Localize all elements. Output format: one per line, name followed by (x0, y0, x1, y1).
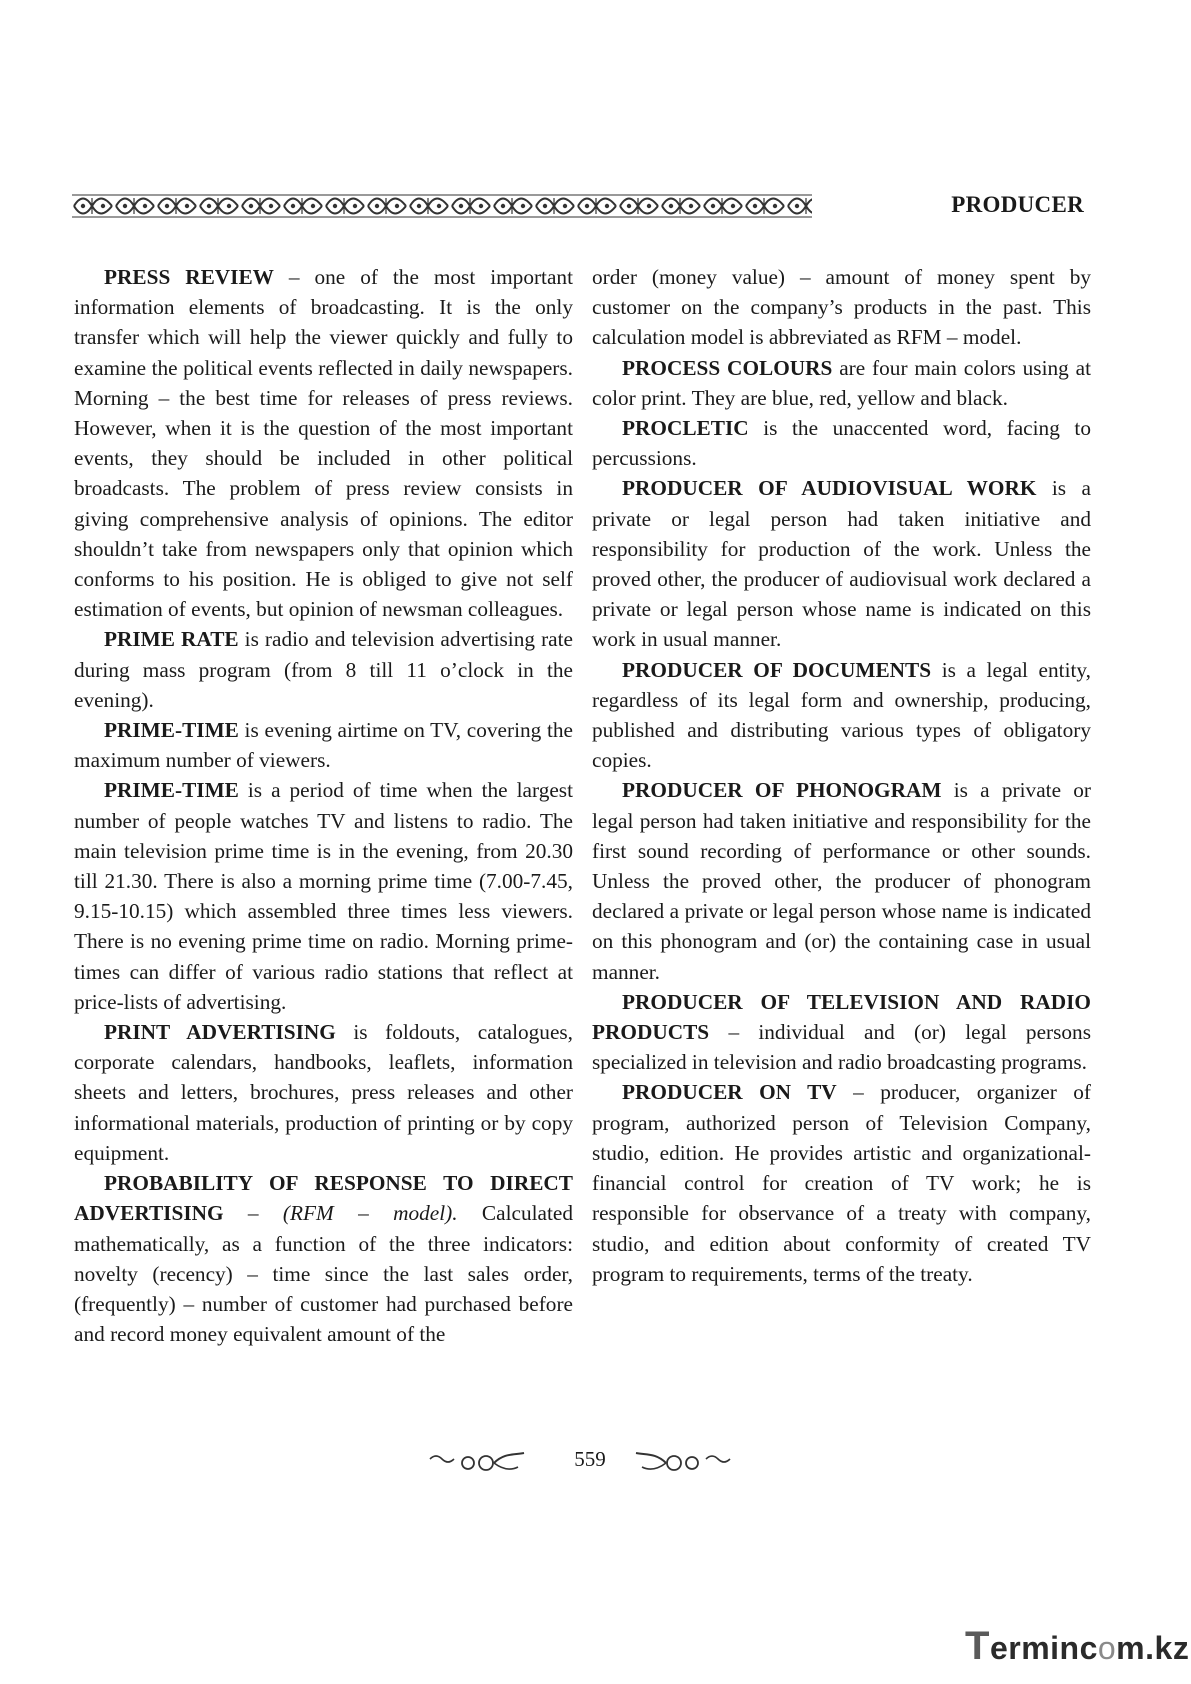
entry-term: PROBABILITY OF RESPONSE TO DIRECT ADVERTISING (74, 1171, 573, 1226)
entry-definition: – producer, organizer of program, authorized person of Television Company, studio, edition. He provides artistic and organizational-financial control for creation of TV work; he is responsible for observance of a treaty with company, studio, and edition about conformity of created TV program to requirements, terms of the treaty. (592, 1080, 1091, 1286)
dictionary-entry (74, 1168, 573, 1349)
entry-term: PRODUCER ON TV (622, 1080, 837, 1105)
entry-definition: is a legal entity, regardless of its legal form and ownership, producing, published and distributing various types of obligatory copies. (592, 657, 1091, 773)
dictionary-entry (592, 775, 1091, 986)
dictionary-entry (74, 1017, 573, 1168)
dictionary-entry (592, 655, 1091, 776)
ornament-border-icon (72, 194, 812, 218)
entry-definition: is a private or legal person had taken initiative and responsibility for the first sound recording of performance or other sounds. Unless the proved other, the producer of phonogram declared a private or legal person whose name is indicated on this phonogram and (or) the containing case in usual manner. (592, 778, 1092, 984)
entry-definition: Calculated mathematically, as a function of the three indicators: novelty (recency) – time since the last sales order, (frequently) – number of customer had purchased before and record money equivalent amount of the (74, 1201, 573, 1347)
footer-ornament-left-icon (428, 1451, 528, 1473)
termincom-logo (965, 1624, 1190, 1668)
right-column (592, 262, 1091, 1289)
entry-definition: is a period of time when the largest number of people watches TV and listens to radio. The main television prime time is in the evening, from 20.30 till 21.30. There is also a morning prime time (7.00-7.45, 9.15-10.15) which assembled three times less viewers. There is no evening prime time on radio. Morning prime-times can differ of various radio stations that reflect at price-lists of advertising. (74, 778, 573, 1014)
entry-note: (RFM – model). (282, 1201, 458, 1226)
entry-term: PRODUCER OF PHONOGRAM (622, 778, 942, 803)
entry-term: PRINT ADVERTISING (104, 1020, 336, 1045)
logo-first-letter: T (965, 1624, 990, 1668)
entry-term: PRODUCER OF AUDIOVISUAL WORK (622, 476, 1037, 501)
logo-tail: m.kz (1116, 1630, 1190, 1666)
page-footer (0, 1447, 1191, 1477)
dictionary-entry (592, 987, 1091, 1078)
logo-o-glyph: o (1097, 1630, 1117, 1666)
dictionary-entry (74, 715, 573, 775)
entry-term: PRIME RATE (104, 627, 239, 652)
dictionary-entry (74, 624, 573, 715)
entry-definition: is foldouts, catalogues, corporate calendars, handbooks, leaflets, information sheets and letters, brochures, press releases and other informational materials, production of printing or by copy equipment. (74, 1020, 574, 1165)
entry-definition: is radio and television advertising rate during mass program (from 8 till 11 o’clock in the evening). (74, 627, 573, 712)
footer-ornament-right-icon (632, 1451, 732, 1473)
entry-definition: is the unaccented word, facing to percussions. (592, 416, 1091, 471)
entry-term: PRIME-TIME (104, 718, 239, 743)
logo-text: erminc (989, 1630, 1098, 1666)
entry-definition: – one of the most important information elements of broadcasting. It is the only transfer which will help the viewer quickly and fully to examine the political events reflected in daily newspapers. Morning – the best time for releases of press reviews. However, when it is the question of the most important events, they should be included in other political broadcasts. The problem of press review consists in giving comprehensive analysis of opinions. The editor shouldn’t take from newspapers only that opinion which conforms to his position. He is obliged to give not self estimation of events, but opinion of newsman colleagues. (74, 265, 573, 622)
dictionary-entry (592, 413, 1091, 473)
left-column (74, 262, 573, 1349)
entry-continuation: order (money value) – amount of money spent by customer on the company’s products in the past. This calculation model is abbreviated as RFM – model. (592, 265, 1091, 350)
header-title: PRODUCER (951, 192, 1084, 217)
dictionary-entry (592, 353, 1091, 413)
dictionary-entry (74, 775, 573, 1017)
entry-term: PROCESS COLOURS (622, 355, 833, 380)
entry-term: PROCLETIC (622, 416, 749, 441)
dictionary-entry (74, 262, 573, 624)
entry-term: PRESS REVIEW (104, 265, 274, 289)
entry-dash: – (223, 1201, 283, 1226)
entry-term: PRODUCER OF TELEVISION AND RADIO PRODUCTS (592, 989, 1091, 1045)
entry-definition: is evening airtime on TV, covering the maximum number of viewers. (74, 718, 573, 773)
dictionary-entry (592, 473, 1091, 654)
page-number: 559 (574, 1447, 606, 1471)
entry-definition: is a private or legal person had taken initiative and responsibility for production of the work. Unless the proved other, the producer of audiovisual work declared a private or legal person whose name is indicated on this work in usual manner. (592, 476, 1091, 652)
entry-definition: are four main colors using at color print. They are blue, red, yellow and black. (592, 355, 1092, 410)
running-header (72, 190, 1092, 226)
entry-term: PRODUCER OF DOCUMENTS (622, 657, 932, 682)
entry-definition: – individual and (or) legal persons specialized in television and radio broadcasting programs. (592, 1020, 1091, 1075)
entry-term: PRIME-TIME (104, 778, 239, 803)
dictionary-entry (592, 1077, 1091, 1288)
